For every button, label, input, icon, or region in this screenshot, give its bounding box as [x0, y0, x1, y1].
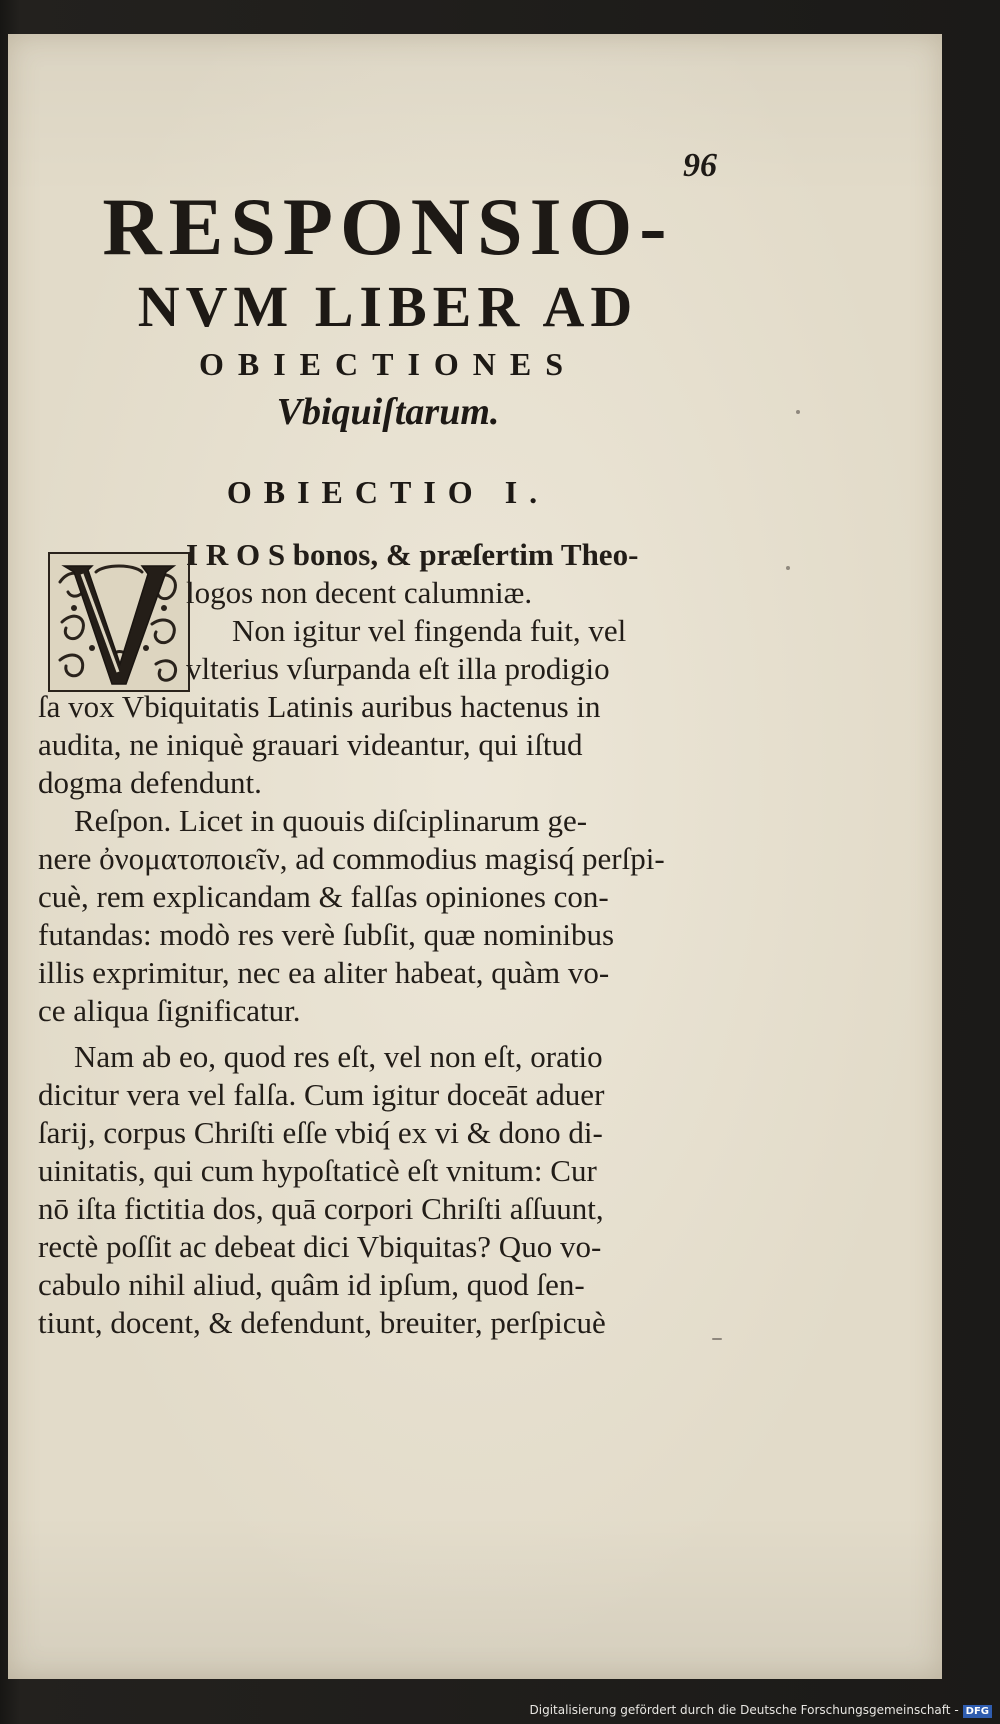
- book-page: [8, 34, 942, 1679]
- footer-credit: [530, 1703, 993, 1718]
- title-line-3: OBIECTIONES: [198, 346, 578, 382]
- body-line-18: nō iſta fictitia dos, quā corpori Chriſti aſſuunt,: [38, 1191, 604, 1226]
- body-line-17: uinitatis, qui cum hypoſtaticè eſt vnitum: Cur: [38, 1153, 597, 1188]
- title-line-1: RESPONSIO-: [102, 181, 674, 272]
- body-line-1: I R O S bonos, & præſertim Theo-: [186, 537, 639, 572]
- decorated-initial: [48, 552, 190, 692]
- title-line-4: Vbiquiſtarum.: [276, 391, 500, 433]
- body-line-21: tiunt, docent, & defendunt, breuiter, perſpicuè: [38, 1305, 606, 1340]
- body-line-5: ſa vox Vbiquitatis Latinis auribus hactenus in: [38, 689, 601, 724]
- body-line-14: Nam ab eo, quod res eſt, vel non eſt, oratio: [74, 1039, 603, 1074]
- body-line-11: futandas: modò res verè ſubſit, quæ nominibus: [38, 917, 615, 952]
- body-line-2: logos non decent calumniæ.: [186, 575, 533, 610]
- body-line-6: audita, ne iniquè grauari videantur, qui iſtud: [38, 727, 583, 762]
- footer-credit-text: Digitalisierung gefördert durch die Deutsche Forschungsgemeinschaft -: [529, 1703, 959, 1717]
- body-line-15: dicitur vera vel falſa. Cum igitur doceāt aduer: [38, 1077, 605, 1112]
- section-heading: OBIECTIO I.: [226, 474, 550, 510]
- body-line-16: ſarij, corpus Chriſti eſſe vbiq́ ex vi & dono di-: [38, 1115, 603, 1150]
- body-line-10: cuè, rem explicandam & falſas opiniones con-: [38, 879, 609, 914]
- body-line-12: illis exprimitur, nec ea aliter habeat, quàm vo-: [38, 955, 610, 990]
- paper-speck: [796, 410, 800, 414]
- paper-speck: [786, 566, 790, 570]
- dfg-logo: DFG: [963, 1705, 992, 1718]
- page-title: [38, 182, 738, 438]
- paper-speck: [712, 1338, 722, 1340]
- page-number: 96: [683, 147, 717, 184]
- title-line-2: NVM LIBER AD: [137, 274, 639, 339]
- body-line-7: dogma defendunt.: [38, 765, 262, 800]
- body-line-8: Reſpon. Licet in quouis diſciplinarum ge-: [74, 803, 588, 838]
- body-line-3: Non igitur vel fingenda fuit, vel: [232, 613, 627, 648]
- body-line-13: ce aliqua ſignificatur.: [38, 993, 301, 1028]
- body-line-9: nere ὀνοματοποιεῖν, ad commodius magisq́ perſpi-: [38, 841, 665, 876]
- body-line-19: rectè poſſit ac debeat dici Vbiquitas? Quo vo-: [38, 1229, 602, 1264]
- body-line-4: vlterius vſurpanda eſt illa prodigio: [186, 651, 610, 686]
- body-line-20: cabulo nihil aliud, quâm id ipſum, quod ſen-: [38, 1267, 585, 1302]
- ornament-letter-v-icon: [48, 552, 190, 692]
